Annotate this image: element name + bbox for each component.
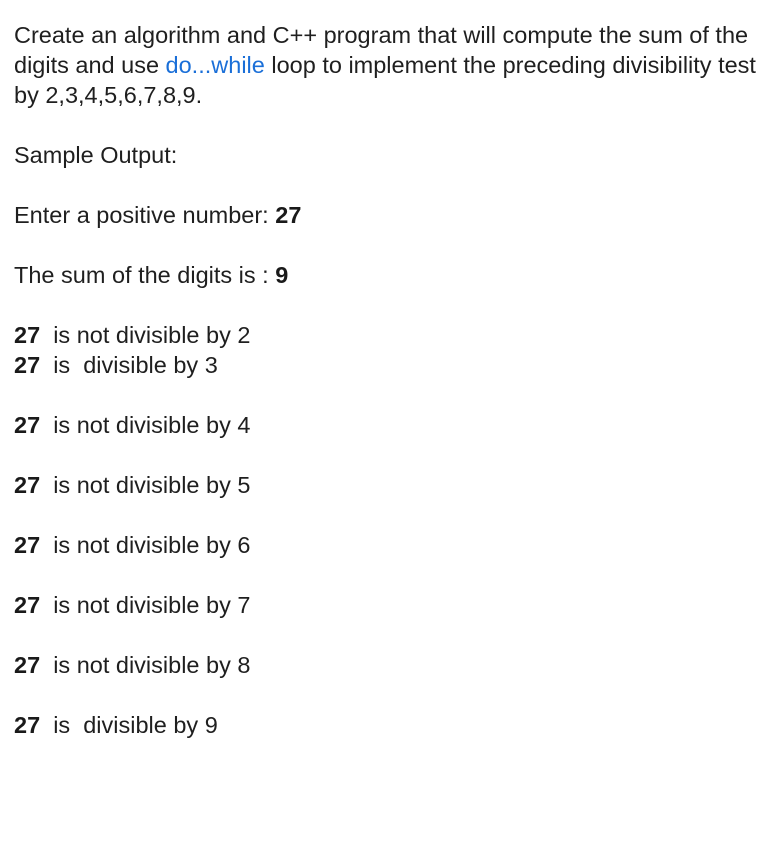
do-while-link[interactable]: do...while	[165, 52, 265, 78]
result-number: 27	[14, 532, 41, 558]
question-text	[14, 20, 766, 110]
result-text: is not divisible by 4	[40, 412, 251, 438]
sum-line	[14, 260, 766, 290]
result-number: 27	[14, 472, 41, 498]
sum-label: The sum of the digits is :	[14, 262, 276, 288]
result-number: 27	[14, 352, 41, 378]
spacer	[14, 440, 766, 470]
result-text: is not divisible by 6	[40, 532, 251, 558]
result-number: 27	[14, 592, 41, 618]
input-prompt-line	[14, 200, 766, 230]
result-number: 27	[14, 412, 41, 438]
result-number: 27	[14, 652, 41, 678]
result-line	[14, 350, 766, 380]
result-line	[14, 470, 766, 500]
result-text: is not divisible by 8	[40, 652, 251, 678]
sum-value: 9	[275, 262, 289, 288]
result-line	[14, 650, 766, 680]
result-number: 27	[14, 322, 41, 348]
result-text: is not divisible by 2	[40, 322, 251, 348]
question-text-before: Create an algorithm and C++ program that will compute the sum of the digits and use	[14, 22, 755, 78]
spacer	[14, 500, 766, 530]
result-line	[14, 410, 766, 440]
spacer	[14, 230, 766, 260]
spacer	[14, 560, 766, 590]
input-prompt-label: Enter a positive number:	[14, 202, 276, 228]
spacer	[14, 110, 766, 140]
question-text-after: loop to implement the preceding divisibility test by 2,3,4,5,6,7,8,9.	[14, 52, 763, 108]
spacer	[14, 380, 766, 410]
result-line	[14, 710, 766, 740]
result-text: is divisible by 9	[40, 712, 218, 738]
result-text: is not divisible by 7	[40, 592, 251, 618]
spacer	[14, 290, 766, 320]
input-value: 27	[275, 202, 302, 228]
result-text: is not divisible by 5	[40, 472, 251, 498]
spacer	[14, 170, 766, 200]
result-line	[14, 320, 766, 350]
result-text: is divisible by 3	[40, 352, 218, 378]
result-line	[14, 530, 766, 560]
result-number: 27	[14, 712, 41, 738]
sample-output-heading: Sample Output:	[14, 142, 178, 168]
spacer	[14, 680, 766, 710]
result-line	[14, 590, 766, 620]
spacer	[14, 620, 766, 650]
